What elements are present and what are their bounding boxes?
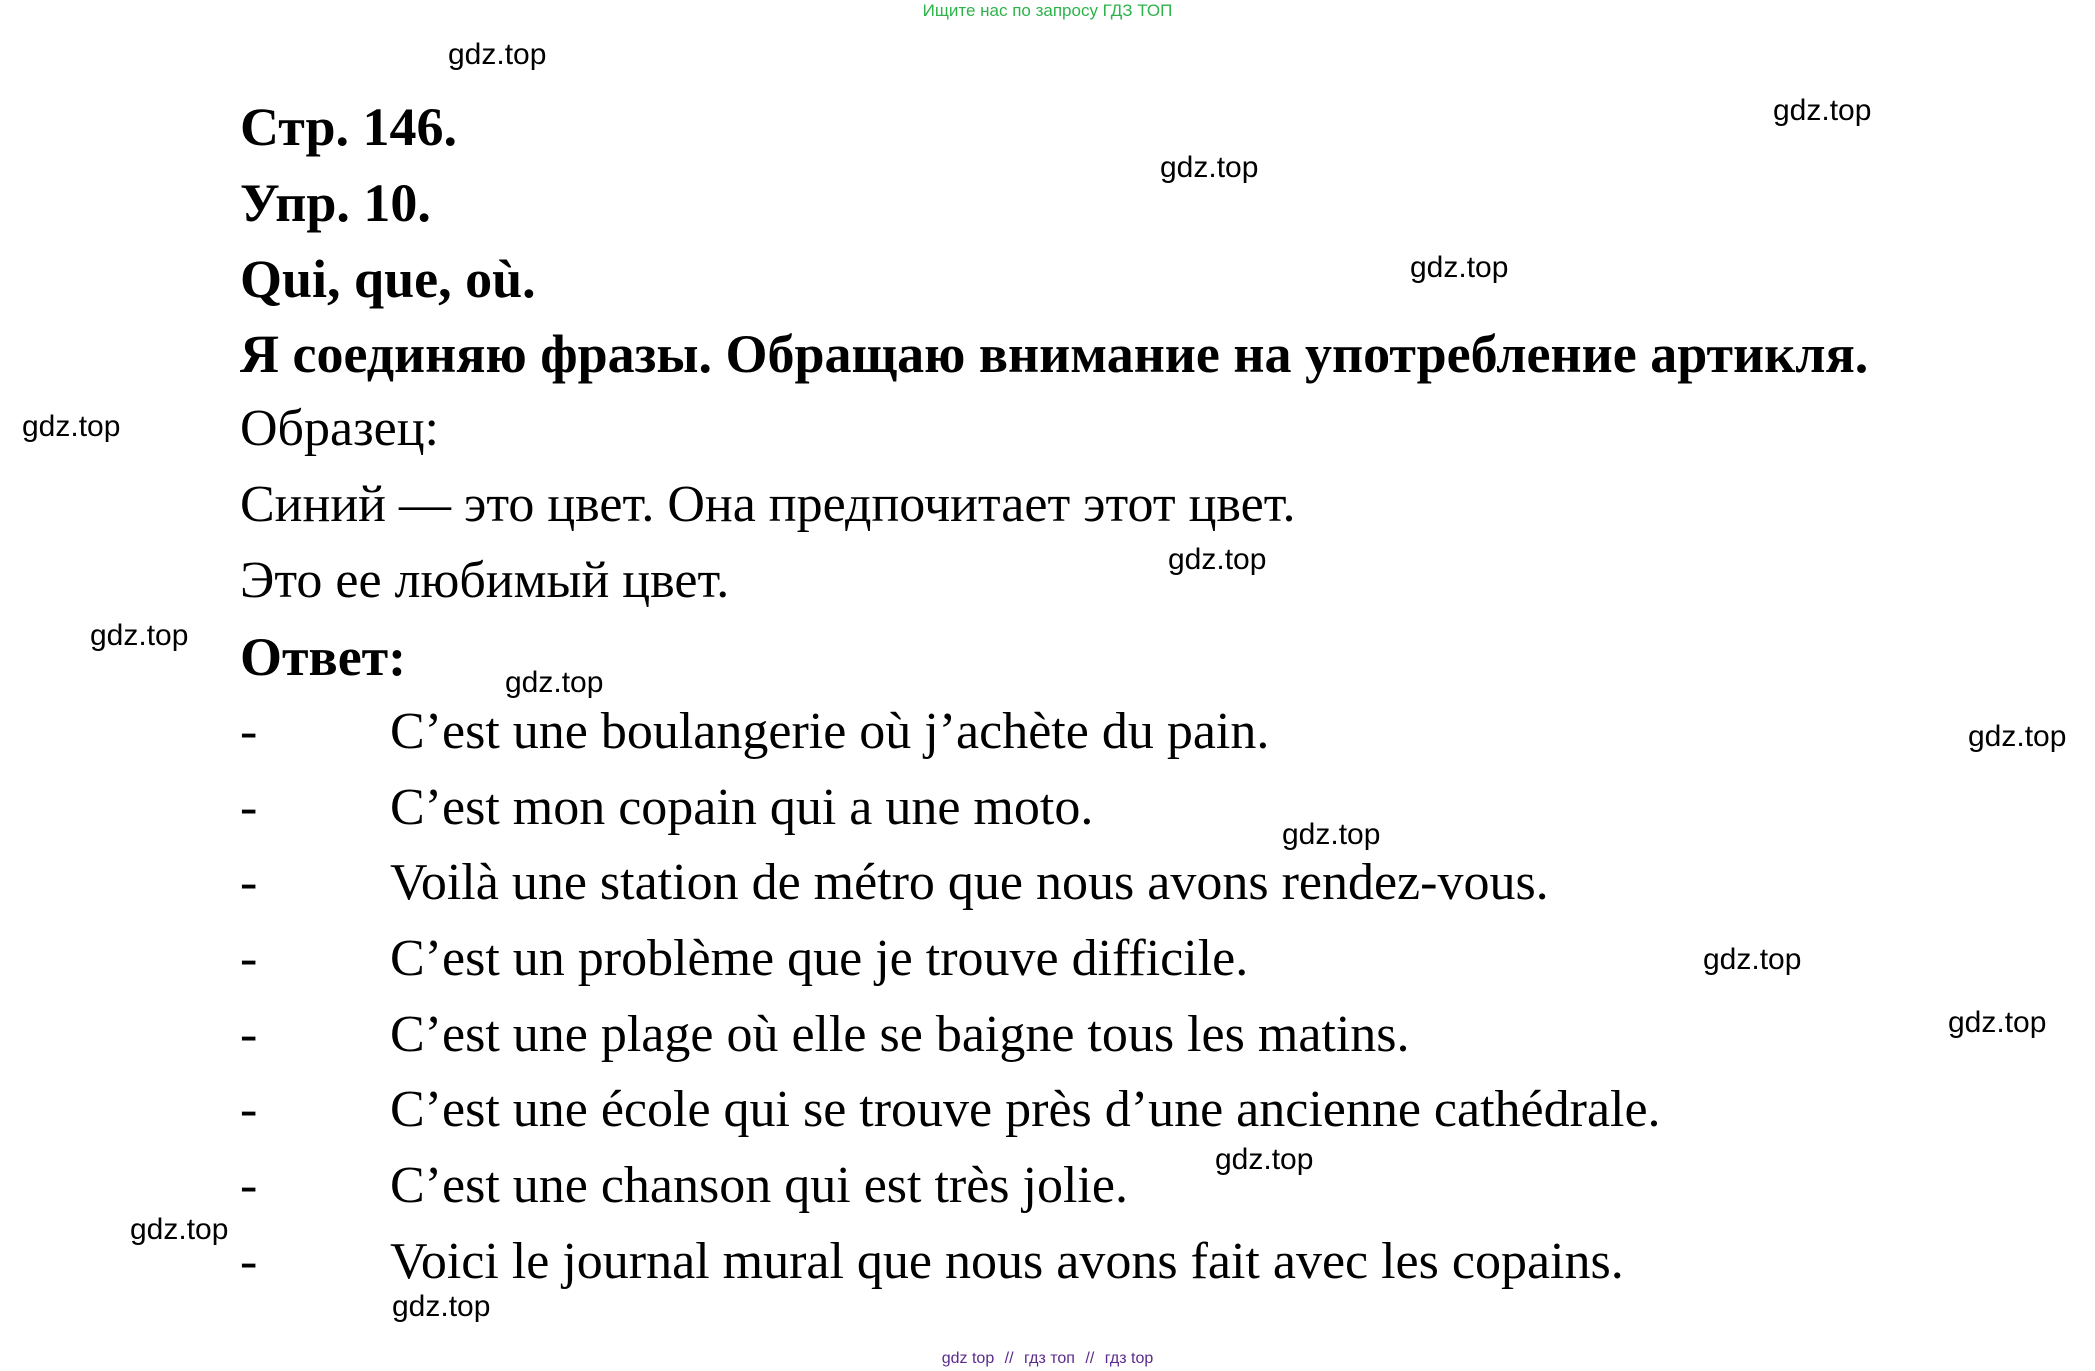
watermark: gdz.top xyxy=(1168,543,1267,576)
answer-sentence: C’est une boulangerie où j’achète du pain. xyxy=(390,703,1270,760)
bullet-dash: - xyxy=(240,1081,258,1138)
bullet-dash: - xyxy=(240,1157,258,1214)
watermark: gdz.top xyxy=(22,410,121,443)
answer-sentence: Voici le journal mural que nous avons fait avec les copains. xyxy=(390,1233,1624,1290)
answer-sentence: C’est une chanson qui est très jolie. xyxy=(390,1157,1128,1214)
answer-sentence: C’est une plage où elle se baigne tous les matins. xyxy=(390,1006,1410,1063)
example-label: Образец: xyxy=(240,400,439,457)
footer-part: гдз top xyxy=(1104,1350,1154,1367)
watermark: gdz.top xyxy=(90,619,189,652)
footer-separator: // xyxy=(1085,1350,1095,1367)
watermark: gdz.top xyxy=(1703,943,1802,976)
topic-title: Qui, que, où. xyxy=(240,249,536,309)
page-number: Стр. 146. xyxy=(240,97,458,157)
watermark: gdz.top xyxy=(130,1213,229,1246)
watermark: gdz.top xyxy=(392,1290,491,1323)
answer-sentence: Voilà une station de métro que nous avons rendez-vous. xyxy=(390,854,1549,911)
watermark: gdz.top xyxy=(1773,94,1872,127)
answer-sentence: C’est un problème que je trouve difficile. xyxy=(390,930,1249,987)
answer-sentence: C’est une école qui se trouve près d’une ancienne cathédrale. xyxy=(390,1081,1661,1138)
watermark: gdz.top xyxy=(1282,818,1381,851)
watermark: gdz.top xyxy=(1968,720,2067,753)
watermark: gdz.top xyxy=(448,38,547,71)
bullet-dash: - xyxy=(240,703,258,760)
watermark: gdz.top xyxy=(1410,251,1509,284)
footer-part: гдз топ xyxy=(1024,1350,1075,1367)
answer-label: Ответ: xyxy=(240,627,407,687)
watermark: gdz.top xyxy=(505,666,604,699)
bullet-dash: - xyxy=(240,1006,258,1063)
watermark: gdz.top xyxy=(1215,1143,1314,1176)
bullet-dash: - xyxy=(240,854,258,911)
example-line-2: Это ее любимый цвет. xyxy=(240,552,730,609)
bullet-dash: - xyxy=(240,930,258,987)
example-line-1: Синий — это цвет. Она предпочитает этот цвет. xyxy=(240,476,1296,533)
footer-separator: // xyxy=(1004,1350,1014,1367)
exercise-number: Упр. 10. xyxy=(240,173,431,233)
footer xyxy=(0,1350,2095,1368)
watermark: gdz.top xyxy=(1160,151,1259,184)
task-instruction: Я соединяю фразы. Обращаю внимание на употребление артикля. xyxy=(240,324,1869,384)
bullet-dash: - xyxy=(240,779,258,836)
bullet-dash: - xyxy=(240,1233,258,1290)
footer-part: gdz top xyxy=(941,1350,995,1367)
watermark: gdz.top xyxy=(1948,1006,2047,1039)
top-banner: Ищите нас по запросу ГДЗ ТОП xyxy=(922,1,1173,20)
answer-sentence: C’est mon copain qui a une moto. xyxy=(390,779,1094,836)
